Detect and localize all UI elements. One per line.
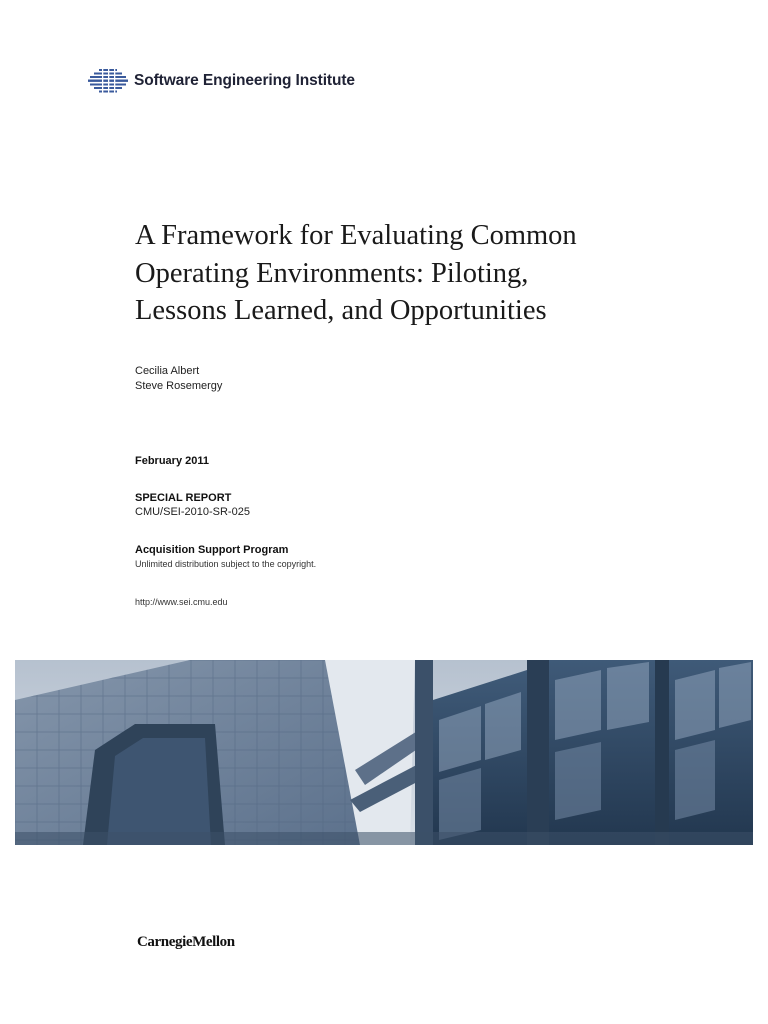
sei-logo: [88, 66, 355, 96]
program-info: [135, 543, 316, 571]
title-line: A Framework for Evaluating Common: [135, 220, 577, 251]
program-name: Acquisition Support Program: [135, 544, 289, 556]
report-info: [135, 492, 250, 519]
author-name: Cecilia Albert: [135, 365, 200, 377]
title-line: Operating Environments: Piloting,: [135, 257, 529, 289]
publication-date: February 2011: [135, 455, 209, 467]
distribution-note: Unlimited distribution subject to the copyright.: [135, 559, 317, 569]
title-line: Lessons Learned, and Opportunities: [135, 295, 547, 326]
report-number: CMU/SEI-2010-SR-025: [135, 505, 250, 518]
author-list: [135, 364, 222, 393]
building-photo: [15, 660, 753, 845]
website-link[interactable]: http://www.sei.cmu.edu: [135, 597, 228, 607]
carnegie-mellon-logo: CarnegieMellon: [137, 934, 235, 950]
org-name: Software Engineering Institute: [134, 72, 355, 89]
report-title: [135, 217, 695, 330]
author-name: Steve Rosemergy: [135, 379, 223, 392]
report-type: SPECIAL REPORT: [135, 492, 232, 504]
building-photo-illustration: [15, 660, 753, 845]
sei-stripe-globe-icon: [88, 68, 128, 94]
